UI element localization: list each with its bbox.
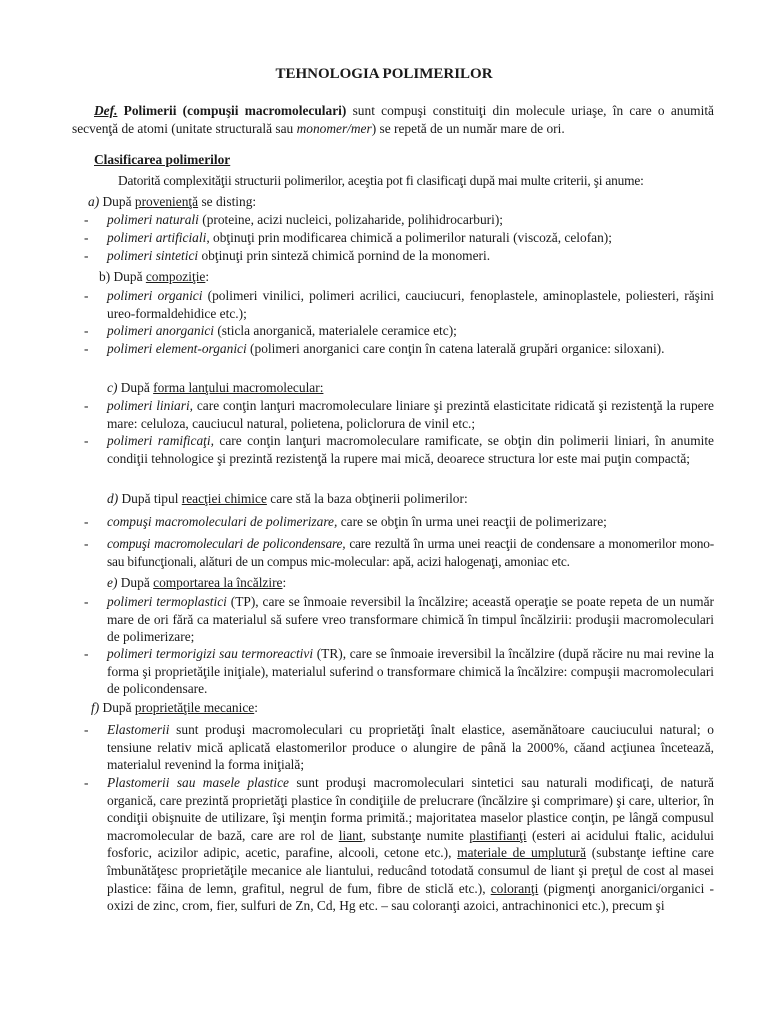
criterion-d	[107, 490, 468, 508]
criterion-letter: e)	[107, 575, 118, 590]
list-item	[84, 432, 714, 467]
criterion-prefix: După	[120, 380, 154, 395]
page-title: TEHNOLOGIA POLIMERILOR	[275, 66, 493, 82]
criterion-prefix: După	[102, 700, 135, 715]
bullet-dash: -	[84, 536, 89, 551]
bullet-dash: -	[84, 514, 89, 529]
criterion-e	[107, 574, 286, 592]
item-text: (TP), care se înmoaie reversibil la încălzire; această operaţie se poate repeta de un număr mare de ori fără ca materialul să sufere vreo transformare chimică în timpul încălzirii: produşii macromoleculari de polimerizare;	[107, 594, 714, 645]
criterion-name: forma lanţului macromolecular:	[153, 380, 324, 395]
item-term: polimeri sintetici	[107, 248, 199, 263]
list-item	[84, 322, 714, 340]
list-item	[84, 721, 714, 774]
item-term: polimeri artificiali	[107, 230, 207, 245]
list-item	[84, 513, 714, 531]
criterion-f	[91, 699, 258, 717]
item-text: care rezultă în urma unei reacţii de condensare a monomerilor mono- sau bifuncţionali, alături de un compus mic-molecular: apă, acizi halogenaţi, amoniac etc.	[107, 536, 714, 569]
criterion-b	[99, 268, 209, 286]
criterion-letter: a)	[88, 194, 100, 209]
item-text: (TR), care se înmoaie ireversibil la încălzire (după răcire nu mai revine la forma şi proprietăţile iniţiale), materialul suferind o transformare chimică la încălzire: compuşii macromoleculari de policondensare.	[107, 646, 714, 697]
criterion-letter: d)	[107, 491, 119, 506]
criterion-name: reacţiei chimice	[181, 491, 267, 506]
item-term: Plastomerii sau masele plastice	[107, 775, 289, 790]
list-item	[84, 287, 714, 322]
keyword-materiale-umplutura: materiale de umplutură	[457, 845, 587, 861]
bullet-dash: -	[84, 594, 89, 609]
criterion-prefix: După	[120, 575, 154, 590]
bullet-dash: -	[84, 722, 89, 737]
bullet-dash: -	[84, 341, 89, 356]
criterion-prefix: După tipul	[121, 491, 182, 506]
item-text: sunt produşi macromoleculari sintetici sau naturali modificaţi, de natură organică, care prezintă proprietăţi plastice în condiţiile de prelucrare (încălzire şi comprimare) şi care, ulterior, în condiţii obişnuite de utilizare, îşi menţin forma primită.; majoritatea maselor plastice conţin, pe lângă compusul macromolecular de bază, care are rol de	[107, 775, 714, 843]
item-term: polimeri termorigizi sau termoreactivi	[107, 646, 314, 661]
item-text: (polimeri vinilici, polimeri acrilici, cauciucuri, fenoplastele, aminoplastele, poliesteri, răşini ureo-formaldehidice etc.);	[107, 288, 714, 321]
bullet-dash: -	[84, 230, 89, 245]
bullet-dash: -	[84, 433, 89, 448]
criterion-c	[107, 379, 323, 397]
definition-text-end: ) se repetă de un număr mare de ori.	[371, 120, 565, 136]
item-text: sunt produşi macromoleculari cu proprietăţi înalt elastice, asemănătoare cauciucului natural; o tensiune relativ mică aplicată elastomerilor produce o alungire de până la 2000%, căand acţiunea încetează, materialul revenind la forma iniţială;	[107, 722, 714, 773]
bullet-dash: -	[84, 323, 89, 338]
criterion-suffix: :	[254, 700, 258, 715]
item-term: polimeri element-organici	[107, 341, 247, 356]
item-text: care conţin lanţuri macromoleculare ramificate, se obţin din polimerii liniari, în anumite condiţii tehnologice şi prezintă rezistenţă la rupere mai mică, deoarece structura lor este mai puţin compactă;	[107, 433, 715, 466]
item-term: polimeri organici	[107, 288, 203, 303]
list-item	[84, 247, 714, 265]
bullet-dash: -	[84, 775, 89, 790]
item-term: polimeri ramificaţi,	[107, 433, 214, 448]
criterion-a	[88, 193, 256, 211]
item-text: (substanţe ieftine care îmbunătăţesc proprietăţile mecanice ale liantului, reducând totodată consumul de liant şi preţul de cost al masei plastice: făina de lemn, grafitul, negrul de fum, fibre de sticlă etc.),	[107, 845, 714, 896]
item-term: polimeri anorganici	[107, 323, 214, 338]
list-item	[84, 774, 714, 915]
list-item	[84, 340, 714, 358]
list-item	[84, 535, 714, 570]
criterion-suffix: :	[205, 269, 210, 284]
section-heading: Clasificarea polimerilor	[94, 152, 231, 167]
item-text: (polimeri anorganici care conţin în catena laterală grupări organice: siloxani).	[246, 341, 665, 356]
list-item	[84, 645, 714, 698]
item-text: obţinuţi prin sinteză chimică pornind de la monomeri.	[198, 248, 491, 263]
keyword-plastifianti: plastifianţi	[469, 827, 527, 843]
list-item	[84, 211, 714, 229]
criterion-name: compoziţie	[145, 269, 206, 284]
intro-paragraph: Datorită complexităţii structurii polimerilor, aceştia pot fi clasificaţi după mai multe criterii, şi anume:	[118, 173, 644, 188]
criterion-prefix: După	[110, 269, 146, 284]
criterion-prefix: După	[102, 194, 135, 209]
item-text: care conţin lanţuri macromoleculare liniare şi prezintă elasticitate ridicată şi rezistenţă la rupere mare: celuloza, cauciucul natural, polietena, policlorura de vinil etc.;	[107, 398, 714, 431]
item-text: (proteine, acizi nucleici, polizaharide, polihidrocarburi);	[198, 212, 504, 227]
criterion-letter: f)	[91, 700, 100, 715]
list-item	[84, 593, 714, 646]
keyword-coloranti: coloranţi	[490, 880, 539, 896]
criterion-suffix: :	[282, 575, 287, 590]
criterion-letter: b)	[99, 269, 111, 284]
bullet-dash: -	[84, 288, 89, 303]
item-term: polimeri naturali	[107, 212, 199, 227]
item-text: (pigmenţi anorganici/organici - oxizi de zinc, crom, fier, sulfuri de Zn, Cd, Hg etc. – sau coloranţi azoici, antrachinonici etc.), precum şi	[107, 880, 714, 914]
bullet-dash: -	[84, 248, 89, 263]
bullet-dash: -	[84, 398, 89, 413]
item-term: polimeri termoplastici	[107, 594, 227, 609]
list-item	[84, 397, 714, 432]
item-term: compuşi macromoleculari de policondensare,	[107, 536, 346, 551]
bullet-dash: -	[84, 212, 89, 227]
definition-monomer: monomer/mer	[296, 120, 372, 136]
list-item	[84, 229, 714, 247]
criterion-name: proprietăţile mecanice	[134, 700, 255, 715]
criterion-letter: c)	[107, 380, 118, 395]
definition-term: Polimerii (compuşii macromoleculari)	[123, 103, 347, 118]
item-term: Elastomerii	[107, 722, 170, 737]
item-text: , substanţe numite	[362, 827, 470, 843]
criterion-name: provenienţă	[134, 194, 199, 209]
criterion-suffix: se disting:	[198, 194, 257, 209]
criterion-suffix: care stă la baza obţinerii polimerilor:	[266, 491, 468, 506]
item-term: compuşi macromoleculari de polimerizare,	[107, 514, 338, 529]
keyword-liant: liant	[338, 827, 363, 843]
bullet-dash: -	[84, 646, 89, 661]
item-text: (esteri ai acidului ftalic, acidului fosforic, acizilor adipic, acetic, parafine, alcooli, cetone etc.),	[107, 827, 714, 861]
item-term: polimeri liniari,	[107, 398, 194, 413]
definition-paragraph	[72, 102, 714, 137]
item-text: (sticla anorganică, materialele ceramice etc);	[214, 323, 457, 338]
criterion-name: comportarea la încălzire	[153, 575, 283, 590]
item-text: care se obţin în urma unei reacţii de polimerizare;	[337, 514, 607, 529]
definition-label: Def.	[94, 103, 118, 118]
definition-text: sunt compuşi constituiţi din molecule uriaşe, în care o anumită secvenţă de atomi (unitate structurală sau	[72, 103, 714, 136]
item-text: , obţinuţi prin modificarea chimică a polimerilor naturali (viscoză, celofan);	[206, 230, 612, 245]
